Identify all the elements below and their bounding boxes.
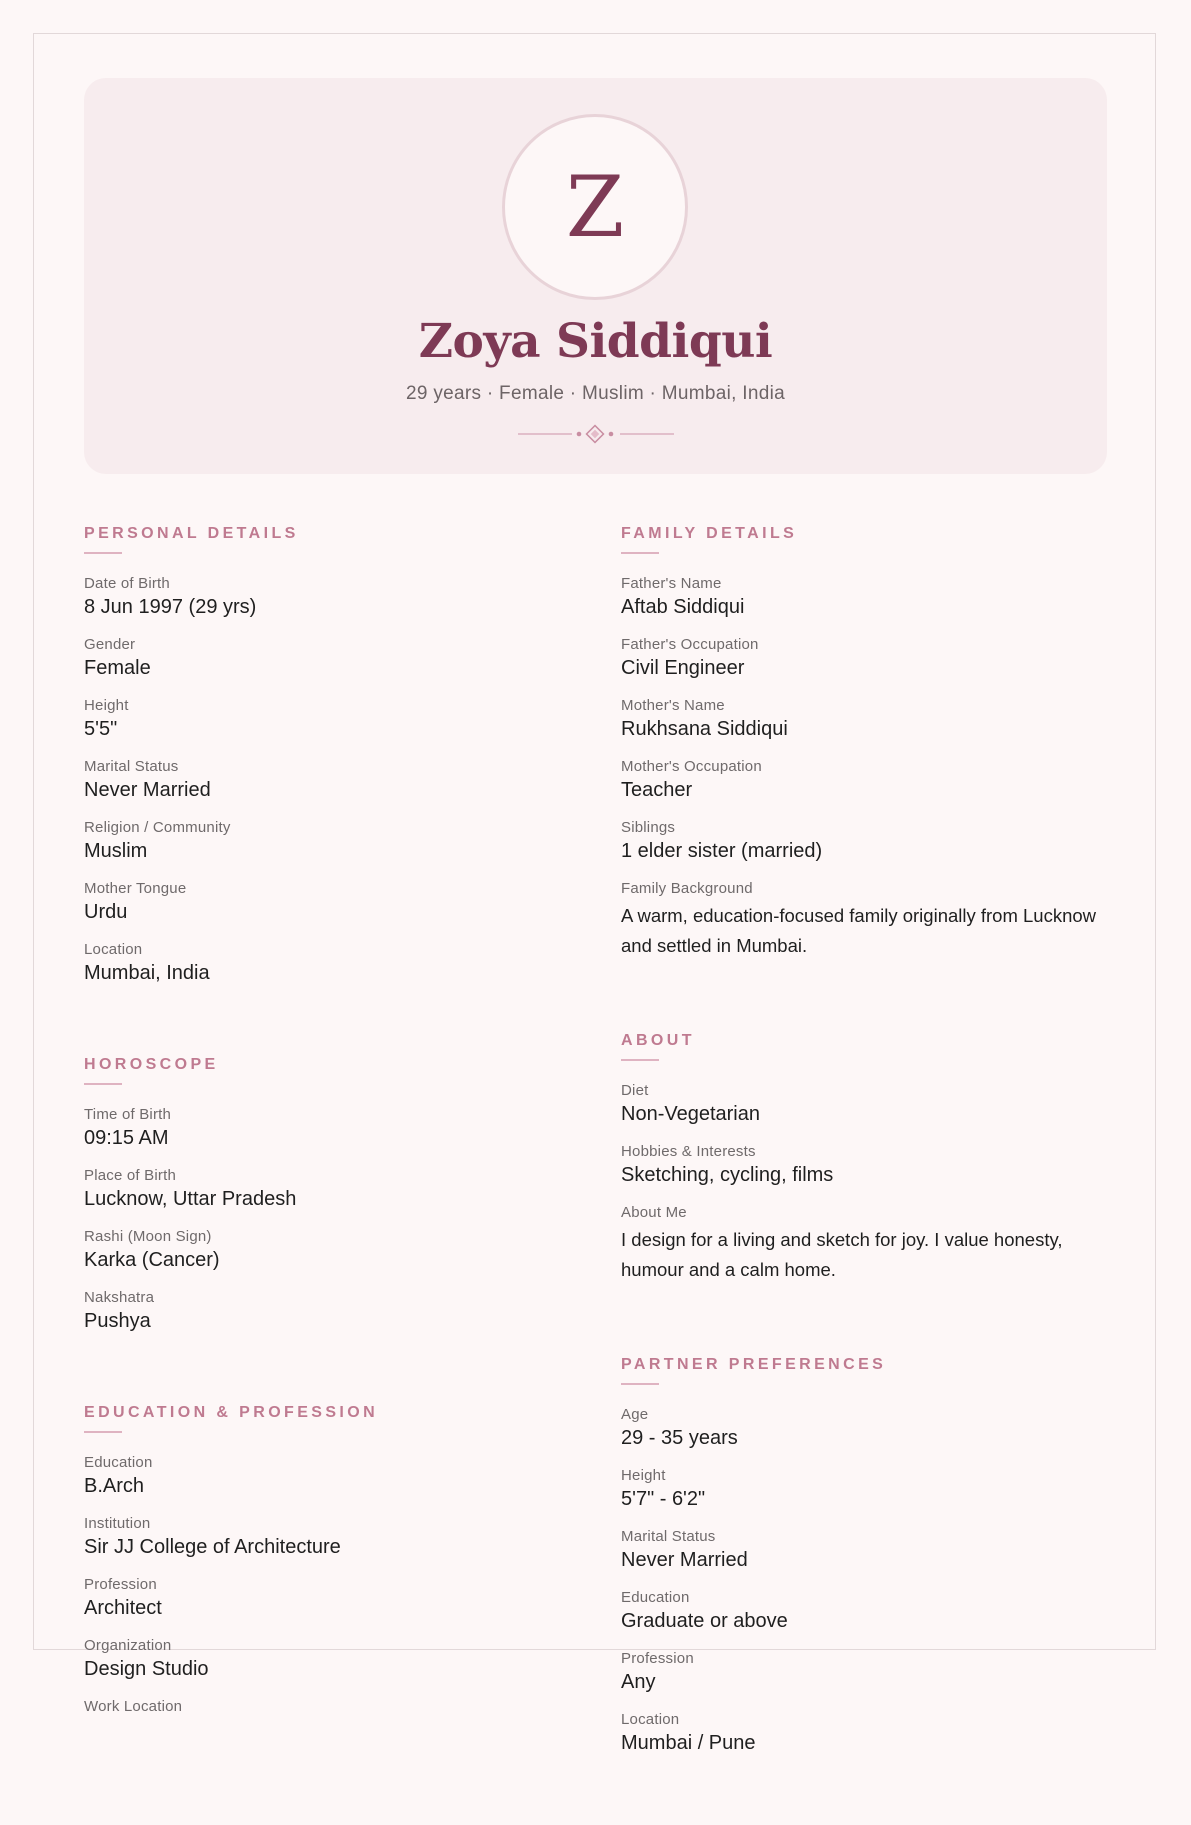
- field-row: [84, 1575, 564, 1620]
- field-value: Graduate or above: [621, 1610, 788, 1632]
- field-label: Father's Occupation: [621, 636, 759, 653]
- field-value: Teacher: [621, 779, 693, 801]
- field-value: Non-Vegetarian: [621, 1103, 760, 1125]
- field-label: Mother's Name: [621, 697, 725, 714]
- section-underline: [621, 1059, 659, 1061]
- field-row: [621, 1466, 1111, 1511]
- field-row: [84, 635, 564, 680]
- field-label: About Me: [621, 1204, 687, 1221]
- field-label: Profession: [84, 1576, 157, 1593]
- field-value: Sir JJ College of Architecture: [84, 1536, 341, 1558]
- section-title: HOROSCOPE: [84, 1056, 219, 1073]
- avatar: [502, 114, 688, 300]
- field-row: [621, 879, 1111, 961]
- diamond-ornament-icon: [518, 424, 674, 444]
- field-label: Organization: [84, 1637, 172, 1654]
- section-about: [621, 1031, 1111, 1285]
- field-row: [621, 1710, 1111, 1755]
- field-label: Religion / Community: [84, 819, 231, 836]
- field-value: Civil Engineer: [621, 657, 745, 679]
- section-family-details: [621, 524, 1111, 961]
- field-row: [84, 940, 564, 985]
- profile-header: [84, 78, 1107, 474]
- field-label: Nakshatra: [84, 1289, 155, 1306]
- field-label: Education: [621, 1589, 690, 1606]
- field-row: [84, 1697, 564, 1716]
- field-label: Place of Birth: [84, 1167, 177, 1184]
- field-value: Rukhsana Siddiqui: [621, 718, 788, 740]
- field-label: Diet: [621, 1082, 649, 1099]
- field-row: [84, 1453, 564, 1498]
- field-label: Father's Name: [621, 575, 722, 592]
- field-value: Pushya: [84, 1310, 151, 1332]
- field-value: I design for a living and sketch for joy. I value honesty, humour and a calm home.: [621, 1229, 1063, 1280]
- field-value: Mumbai, India: [84, 962, 210, 984]
- section-title: EDUCATION & PROFESSION: [84, 1404, 379, 1421]
- field-list: [84, 1105, 564, 1333]
- field-value: A warm, education-focused family originally from Lucknow and settled in Mumbai.: [621, 905, 1097, 956]
- field-value: 5'5": [84, 718, 118, 740]
- section-title: ABOUT: [621, 1032, 695, 1049]
- right-column: [621, 524, 1111, 1825]
- field-value: Karka (Cancer): [84, 1249, 220, 1271]
- section-underline: [621, 552, 659, 554]
- field-value: 5'7" - 6'2": [621, 1488, 706, 1510]
- field-list: [621, 1081, 1111, 1285]
- field-label: Mother's Occupation: [621, 758, 762, 775]
- field-row: [84, 1514, 564, 1559]
- field-row: [621, 1527, 1111, 1572]
- field-label: Rashi (Moon Sign): [84, 1228, 212, 1245]
- field-label: Age: [621, 1406, 649, 1423]
- section-personal-details: [84, 524, 564, 985]
- field-label: Height: [621, 1467, 666, 1484]
- field-label: Work Location: [84, 1698, 183, 1715]
- field-row: [84, 1636, 564, 1681]
- section-partner-preferences: [621, 1355, 1111, 1755]
- field-value: Design Studio: [84, 1658, 209, 1680]
- field-value: Mumbai / Pune: [621, 1732, 756, 1754]
- field-value: Urdu: [84, 901, 128, 923]
- field-value: B.Arch: [84, 1475, 145, 1497]
- avatar-initial: Z: [565, 158, 625, 256]
- section-title: PARTNER PREFERENCES: [621, 1356, 887, 1373]
- field-row: [621, 757, 1111, 802]
- field-label: Siblings: [621, 819, 676, 836]
- field-label: Institution: [84, 1515, 151, 1532]
- field-row: [84, 696, 564, 741]
- field-row: [621, 1649, 1111, 1694]
- field-value: Never Married: [621, 1549, 748, 1571]
- field-value: Aftab Siddiqui: [621, 596, 745, 618]
- profile-name: Zoya Siddiqui: [418, 314, 773, 369]
- field-label: Date of Birth: [84, 575, 170, 592]
- section-education-profession: [84, 1403, 564, 1716]
- field-row: [621, 1405, 1111, 1450]
- section-underline: [621, 1383, 659, 1385]
- field-label: Height: [84, 697, 129, 714]
- field-label: Marital Status: [621, 1528, 716, 1545]
- field-row: [621, 818, 1111, 863]
- section-underline: [84, 1431, 122, 1433]
- field-row: [621, 1142, 1111, 1187]
- field-label: Profession: [621, 1650, 694, 1667]
- field-value: 09:15 AM: [84, 1127, 169, 1149]
- field-value: Lucknow, Uttar Pradesh: [84, 1188, 297, 1210]
- field-label: Hobbies & Interests: [621, 1143, 756, 1160]
- field-row: [621, 1588, 1111, 1633]
- field-value: Muslim: [84, 840, 148, 862]
- field-list: [621, 574, 1111, 961]
- section-underline: [84, 552, 122, 554]
- field-label: Time of Birth: [84, 1106, 172, 1123]
- field-label: Location: [84, 941, 143, 958]
- field-value: Never Married: [84, 779, 211, 801]
- field-row: [621, 574, 1111, 619]
- field-row: [84, 1105, 564, 1150]
- field-row: [84, 1288, 564, 1333]
- field-row: [84, 879, 564, 924]
- section-title: PERSONAL DETAILS: [84, 525, 299, 542]
- field-value: 8 Jun 1997 (29 yrs): [84, 596, 257, 618]
- field-value: 29 - 35 years: [621, 1427, 738, 1449]
- field-label: Gender: [84, 636, 136, 653]
- field-row: [84, 574, 564, 619]
- field-value: Female: [84, 657, 151, 679]
- field-list: [84, 574, 564, 985]
- field-list: [84, 1453, 564, 1716]
- field-row: [621, 1081, 1111, 1126]
- field-label: Mother Tongue: [84, 880, 187, 897]
- profile-summary: 29 years · Female · Muslim · Mumbai, India: [406, 383, 785, 404]
- field-row: [84, 757, 564, 802]
- field-value: Sketching, cycling, films: [621, 1164, 834, 1186]
- section-underline: [84, 1083, 122, 1085]
- field-label: Family Background: [621, 880, 753, 897]
- field-label: Location: [621, 1711, 680, 1728]
- field-row: [84, 818, 564, 863]
- field-value: Any: [621, 1671, 656, 1693]
- field-list: [621, 1405, 1111, 1755]
- field-value: 1 elder sister (married): [621, 840, 823, 862]
- field-row: [621, 635, 1111, 680]
- field-label: Education: [84, 1454, 153, 1471]
- field-row: [84, 1166, 564, 1211]
- field-label: Marital Status: [84, 758, 179, 775]
- section-horoscope: [84, 1055, 564, 1333]
- field-row: [84, 1227, 564, 1272]
- field-row: [621, 1203, 1111, 1285]
- section-title: FAMILY DETAILS: [621, 525, 798, 542]
- left-column: [84, 524, 564, 1786]
- field-row: [621, 696, 1111, 741]
- field-value: Architect: [84, 1597, 162, 1619]
